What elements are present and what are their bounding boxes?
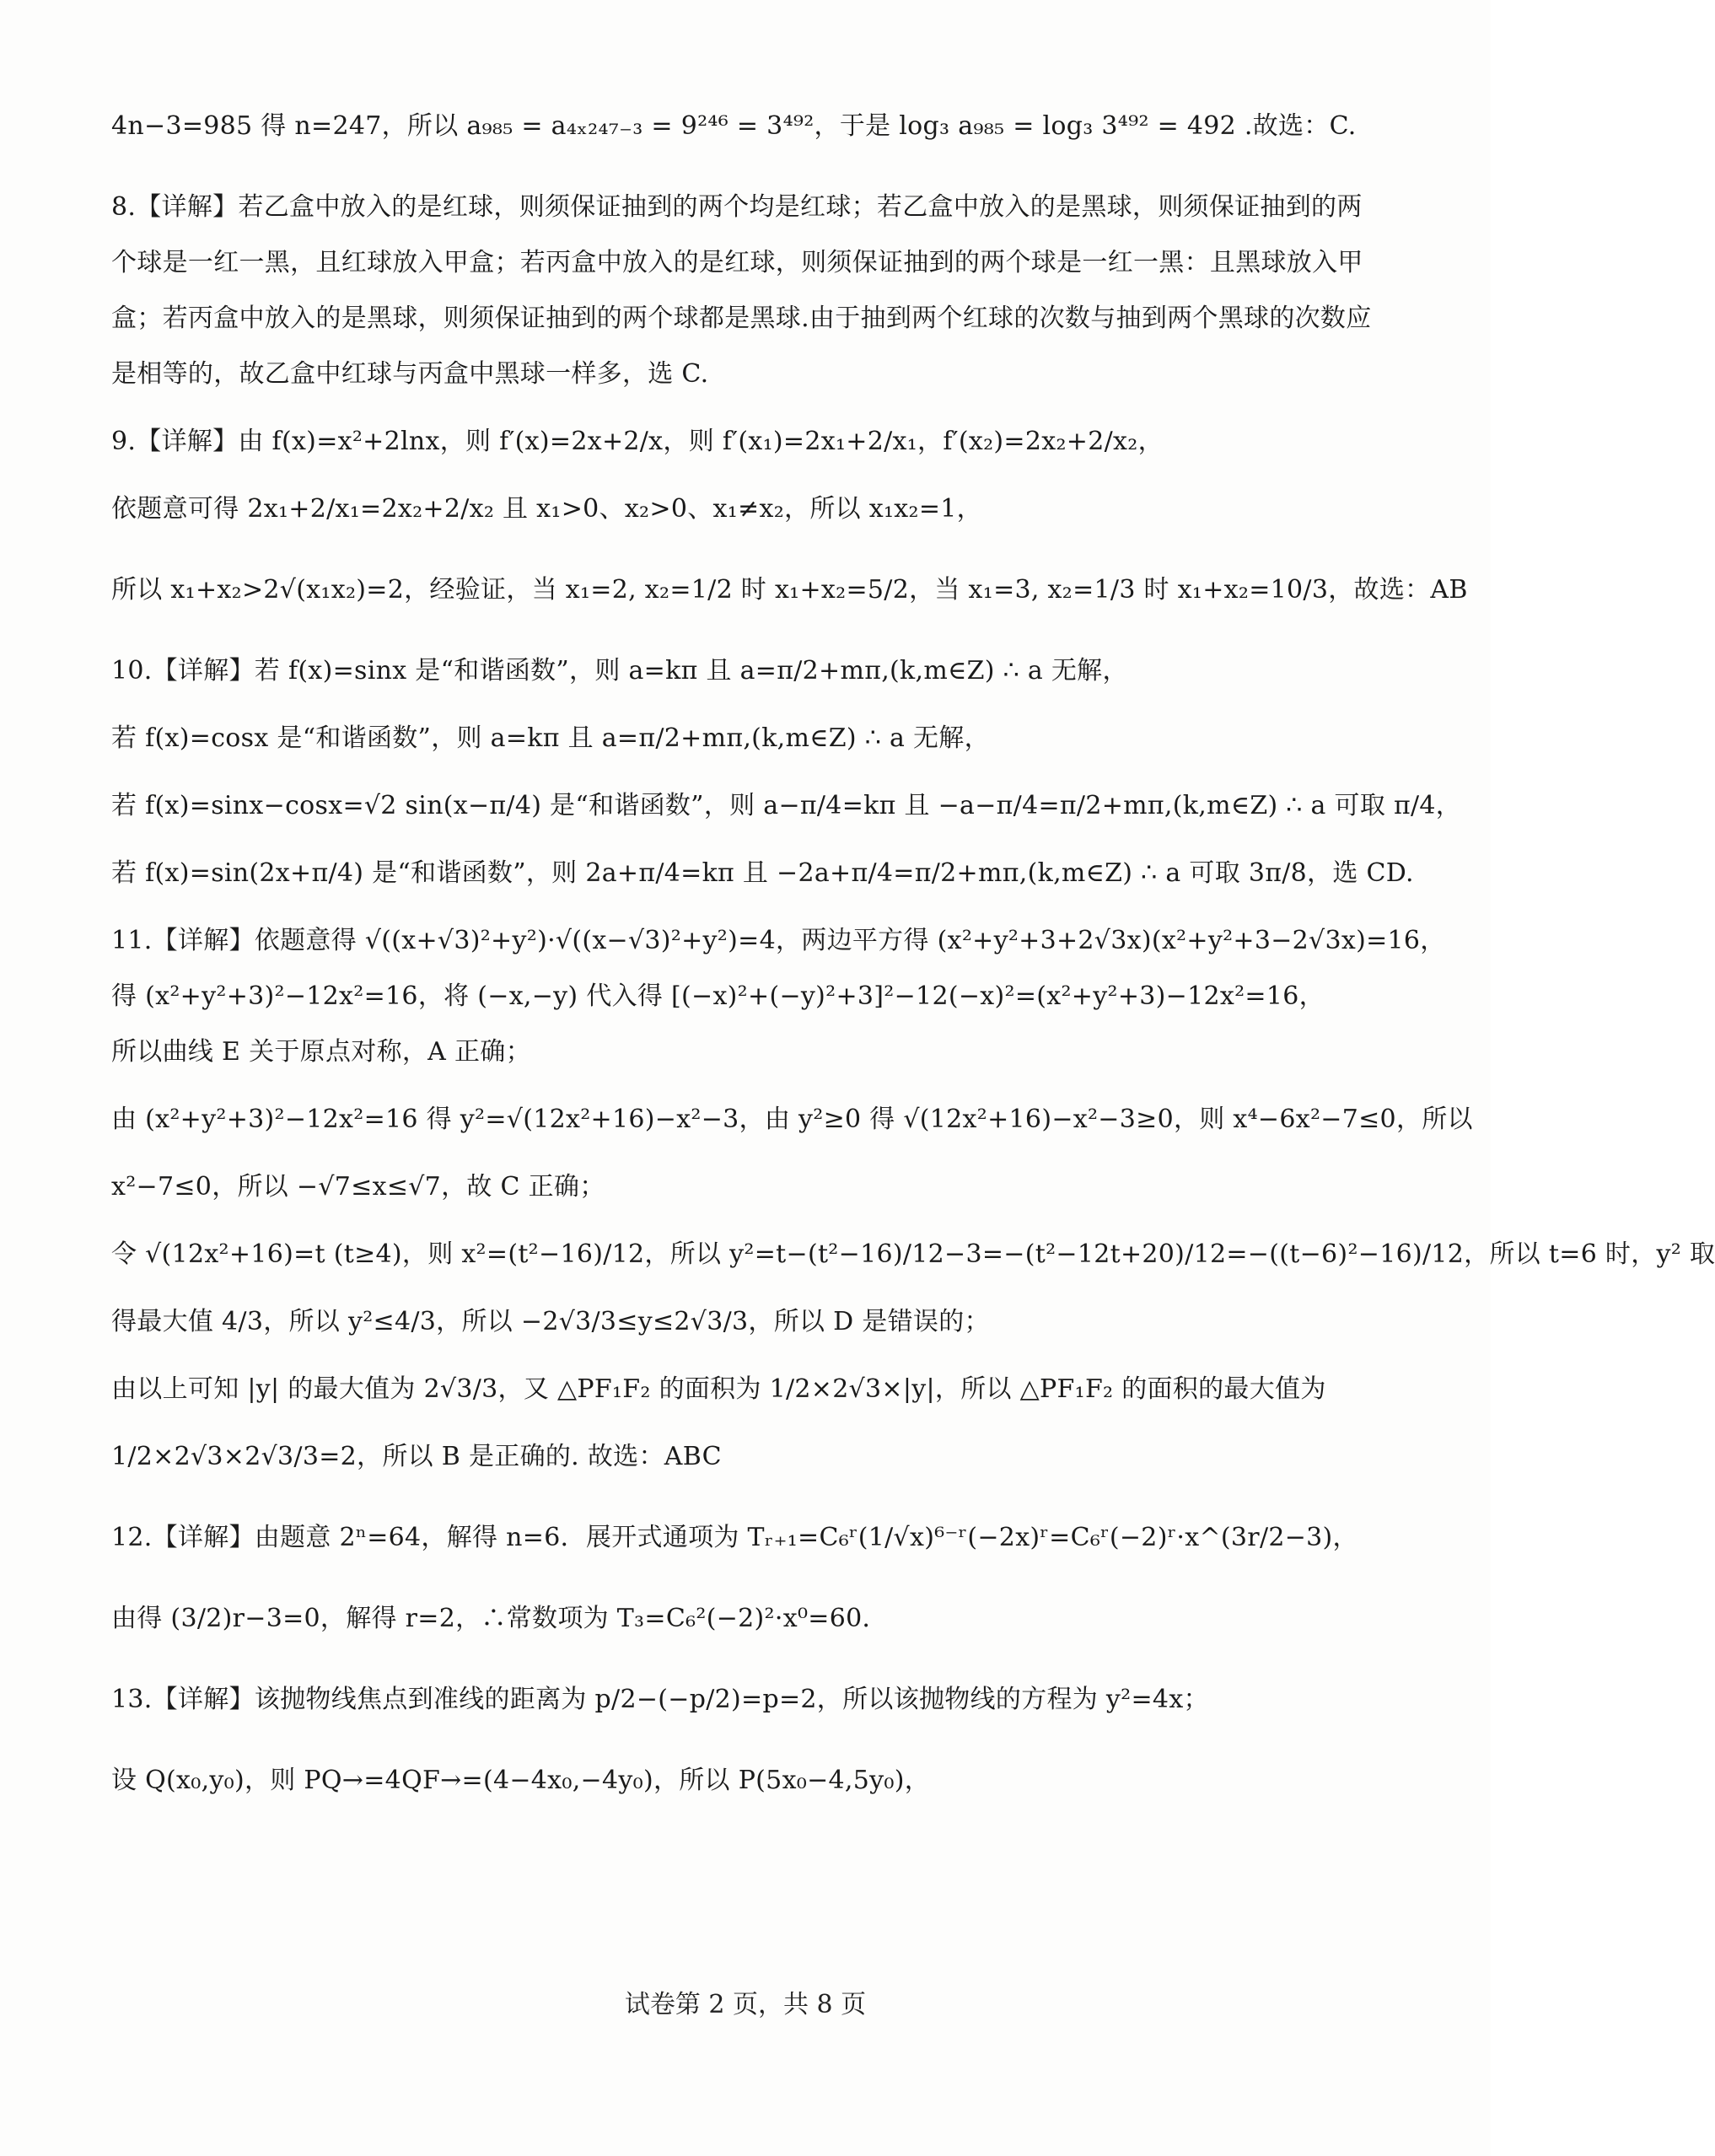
solution-9-line: 依题意可得 2x₁+2/x₁=2x₂+2/x₂ 且 x₁>0、x₂>0、x₁≠x₂，所以 x₁x₂=1， — [111, 494, 982, 524]
solution-11-line: 11.【详解】依题意得 √((x+√3)²+y²)·√((x−√3)²+y²)=4，两边平方得 (x²+y²+3+2√3x)(x²+y²+3−2√3x)=16， — [111, 926, 1446, 955]
solution-10-line: 若 f(x)=cosx 是“和谐函数”，则 a=kπ 且 a=π/2+mπ,(k,m∈Z) ∴ a 无解， — [111, 723, 990, 753]
solution-9-line: 9.【详解】由 f(x)=x²+2lnx，则 f′(x)=2x+2/x，则 f′(x₁)=2x₁+2/x₁，f′(x₂)=2x₂+2/x₂， — [111, 427, 1164, 456]
text-line: 4n−3=985 得 n=247，所以 a₉₈₅ = a₄ₓ₂₄₇₋₃ = 9²⁴⁶ = 3⁴⁹²，于是 log₃ a₉₈₅ = log₃ 3⁴⁹² = 492 .故选：C. — [111, 111, 1357, 141]
solution-13-line: 13.【详解】该抛物线焦点到准线的距离为 p/2−(−p/2)=p=2，所以该抛物线的方程为 y²=4x； — [111, 1685, 1209, 1714]
solution-10-line: 若 f(x)=sin(2x+π/4) 是“和谐函数”，则 2a+π/4=kπ 且 −2a+π/4=π/2+mπ,(k,m∈Z) ∴ a 可取 3π/8，选 CD. — [111, 858, 1414, 888]
solution-9-line: 所以 x₁+x₂>2√(x₁x₂)=2，经验证，当 x₁=2, x₂=1/2 时 x₁+x₂=5/2，当 x₁=3, x₂=1/3 时 x₁+x₂=10/3，故选：AB — [111, 575, 1468, 605]
solution-11-line: 由以上可知 |y| 的最大值为 2√3/3，又 △PF₁F₂ 的面积为 1/2×2√3×|y|，所以 △PF₁F₂ 的面积的最大值为 — [111, 1374, 1326, 1404]
solution-13-line: 设 Q(x₀,y₀)，则 PQ→=4QF→=(4−4x₀,−4y₀)，所以 P(5x₀−4,5y₀)， — [111, 1766, 931, 1795]
solution-11-line: 1/2×2√3×2√3/3=2，所以 B 是正确的. 故选：ABC — [111, 1442, 722, 1471]
solution-10-line: 10.【详解】若 f(x)=sinx 是“和谐函数”，则 a=kπ 且 a=π/2+mπ,(k,m∈Z) ∴ a 无解， — [111, 656, 1128, 686]
page-footer: 试卷第 2 页，共 8 页 — [624, 1990, 867, 2019]
solution-11-line: x²−7≤0，所以 −√7≤x≤√7，故 C 正确； — [111, 1172, 605, 1202]
solution-8-line: 盒；若丙盒中放入的是黑球，则须保证抽到的两个球都是黑球.由于抽到两个红球的次数与抽到两个黑球的次数应 — [111, 304, 1372, 333]
solution-11-line: 得 (x²+y²+3)²−12x²=16，将 (−x,−y) 代入得 [(−x)²+(−y)²+3]²−12(−x)²=(x²+y²+3)−12x²=16， — [111, 981, 1325, 1011]
solution-8-line: 个球是一红一黑，且红球放入甲盒；若丙盒中放入的是红球，则须保证抽到的两个球是一红一黑：且黑球放入甲 — [111, 248, 1363, 277]
solution-text — [111, 108, 1715, 1799]
solution-11-line: 由 (x²+y²+3)²−12x²=16 得 y²=√(12x²+16)−x²−3，由 y²≥0 得 √(12x²+16)−x²−3≥0，则 x⁴−6x²−7≤0，所以 — [111, 1105, 1473, 1134]
solution-10-line: 若 f(x)=sinx−cosx=√2 sin(x−π/4) 是“和谐函数”，则 a−π/4=kπ 且 −a−π/4=π/2+mπ,(k,m∈Z) ∴ a 可取 π/4， — [111, 791, 1462, 820]
solution-11-line: 得最大值 4/3，所以 y²≤4/3，所以 −2√3/3≤y≤2√3/3，所以 D 是错误的； — [111, 1307, 990, 1336]
solution-8-line: 8.【详解】若乙盒中放入的是红球，则须保证抽到的两个均是红球；若乙盒中放入的是黑球，则须保证抽到的两 — [111, 192, 1363, 222]
solution-12-line: 12.【详解】由题意 2ⁿ=64，解得 n=6．展开式通项为 Tᵣ₊₁=C₆ʳ(1/√x)⁶⁻ʳ(−2x)ʳ=C₆ʳ(−2)ʳ·x^(3r/2−3)， — [111, 1523, 1358, 1552]
solution-11-line: 所以曲线 E 关于原点对称，A 正确； — [111, 1037, 531, 1067]
solution-12-line: 由得 (3/2)r−3=0，解得 r=2，∴常数项为 T₃=C₆²(−2)²·x⁰=60． — [111, 1604, 888, 1633]
solution-8-line: 是相等的，故乙盒中红球与丙盒中黑球一样多，选 C. — [111, 359, 709, 389]
solution-11-line: 令 √(12x²+16)=t (t≥4)，则 x²=(t²−16)/12，所以 y²=t−(t²−16)/12−3=−(t²−12t+20)/12=−((t−6)²−16)/12，所以 t=6 时，y² 取 — [111, 1239, 1715, 1269]
